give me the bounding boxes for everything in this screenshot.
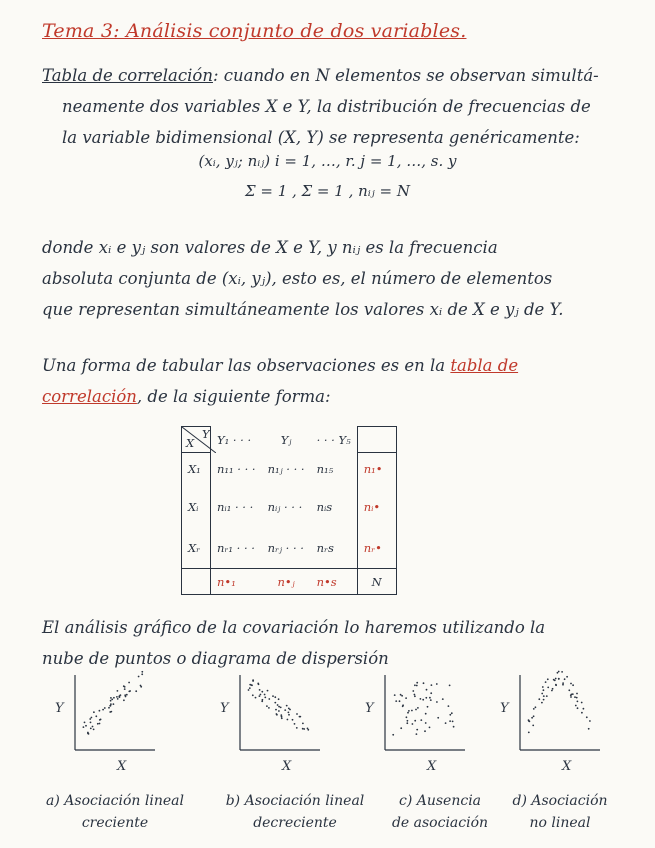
scatter-point <box>558 671 560 673</box>
scatter-point <box>406 722 408 724</box>
scatter-point <box>552 688 554 690</box>
scatter-point <box>252 680 254 682</box>
scatter-point <box>577 701 579 703</box>
scatter-point <box>581 702 583 704</box>
footer-ns: n•s <box>311 569 358 595</box>
scatter-point <box>436 683 438 685</box>
scatter-point <box>93 711 95 713</box>
cell: nᵢⱼ · · · <box>267 499 303 514</box>
scatter-point <box>411 710 413 712</box>
scatter-point <box>427 706 429 708</box>
scatter-point <box>430 699 432 701</box>
scatter-point <box>302 723 304 725</box>
scatter-point <box>280 707 282 709</box>
scatter-point <box>572 684 574 686</box>
scatter-point <box>92 726 94 728</box>
scatter-point <box>532 725 534 727</box>
cell: n₁ⱼ · · · <box>267 461 305 476</box>
scatter-point <box>577 707 579 709</box>
definition-line-1: donde xᵢ e yⱼ son valores de X e Y, y nᵢⱼ es la frecuencia <box>42 238 498 257</box>
header-ys: · · · Y₅ <box>311 427 358 453</box>
scatter-point <box>588 728 590 730</box>
scatter-point <box>99 723 101 725</box>
row-total: nᵣ• <box>357 529 396 569</box>
scatter-point <box>407 712 409 714</box>
scatter-point <box>430 692 432 694</box>
scatter-point <box>102 709 104 711</box>
footer-n1: n•₁ <box>211 569 262 595</box>
scatter-line-1: El análisis gráfico de la covariación lo haremos utilizando la <box>42 618 546 637</box>
formula-line-1: (xᵢ, yⱼ; nᵢⱼ) i = 1, …, r. j = 1, …, s. y <box>198 152 457 170</box>
scatter-point <box>581 712 583 714</box>
scatter-point <box>113 703 115 705</box>
scatter-point <box>117 698 119 700</box>
scatter-point <box>541 693 543 695</box>
scatter-line-2: nube de puntos o diagrama de dispersión <box>42 649 389 668</box>
scatter-point <box>296 713 298 715</box>
scatter-point <box>302 728 304 730</box>
scatter-point <box>303 728 305 730</box>
scatter-point <box>111 699 113 701</box>
cell: nᵣs <box>311 529 358 569</box>
intro-term: Tabla de correlación <box>42 66 213 85</box>
definition-line-3: que representan simultáneamente los valores xᵢ de X e yⱼ de Y. <box>42 300 564 319</box>
scatter-point <box>553 679 555 681</box>
x-axis-label: X <box>427 759 437 772</box>
scatter-point <box>429 727 431 729</box>
scatter-point <box>249 687 251 689</box>
scatter-point <box>533 715 535 717</box>
scatter-point <box>275 709 277 711</box>
scatter-point <box>407 720 409 722</box>
scatter-point <box>570 696 572 698</box>
scatter-point <box>141 673 143 675</box>
scatter-point <box>449 720 451 722</box>
y-axis-label: Y <box>365 701 374 716</box>
corner-x-label: X <box>186 436 195 450</box>
row-total: nᵢ• <box>357 485 396 529</box>
scatter-point <box>110 700 112 702</box>
scatter-point <box>299 716 301 718</box>
scatter-point <box>91 717 93 719</box>
table-header-row <box>182 427 397 453</box>
scatter-point <box>117 690 119 692</box>
scatter-point <box>264 694 266 696</box>
scatter-point <box>255 697 257 699</box>
scatter-point <box>449 714 451 716</box>
footer-nj: n•ⱼ <box>262 569 311 595</box>
scatter-point <box>420 698 422 700</box>
scatter-point <box>84 722 86 724</box>
intro-line-2: neamente dos variables X e Y, la distribución de frecuencias de <box>62 97 591 116</box>
cell: nᵢ₁ · · · <box>211 485 262 529</box>
scatter-point <box>248 689 250 691</box>
scatter-point <box>547 687 549 689</box>
cell: nᵢs <box>311 485 358 529</box>
intro-line-3: la variable bidimensional (X, Y) se representa genéricamente: <box>62 128 580 147</box>
scatter-point <box>406 716 408 718</box>
scatter-point <box>89 718 91 720</box>
x-axis-label: X <box>117 759 127 772</box>
correlation-table <box>181 426 397 595</box>
scatter-point <box>436 701 438 703</box>
scatter-point <box>416 682 418 684</box>
scatter-point <box>528 720 530 722</box>
scatter-point <box>453 726 455 728</box>
scatter-point <box>289 709 291 711</box>
definition-paragraph <box>42 232 612 325</box>
scatter-point <box>547 678 549 680</box>
scatter-point <box>561 671 563 673</box>
grand-total: N <box>357 569 396 595</box>
scatter-plots <box>0 660 655 772</box>
scatter-point <box>268 707 270 709</box>
scatter-point <box>276 714 278 716</box>
cell: n₁₁ · · · <box>211 453 262 485</box>
scatter-point <box>272 695 274 697</box>
table-footer-row <box>182 569 397 595</box>
scatter-point <box>278 710 280 712</box>
scatter-point <box>90 728 92 730</box>
scatter-point <box>431 684 433 686</box>
scatter-point <box>259 695 261 697</box>
scatter-point <box>449 685 451 687</box>
scatter-point <box>574 696 576 698</box>
header-yj: Yⱼ <box>280 432 292 447</box>
scatter-point <box>261 691 263 693</box>
scatter-point <box>555 678 557 680</box>
scatter-point <box>543 689 545 691</box>
x-axis-label: X <box>282 759 292 772</box>
scatter-point <box>541 702 543 704</box>
scatter-point <box>128 682 130 684</box>
scatter-point <box>294 723 296 725</box>
caption-a: a) Asociación lineal creciente <box>46 793 184 831</box>
scatter-point <box>113 697 115 699</box>
scatter-point <box>278 698 280 700</box>
intro-paragraph <box>42 60 612 153</box>
scatter-point <box>292 719 294 721</box>
scatter-point <box>575 705 577 707</box>
y-axis-label: Y <box>220 701 229 716</box>
scatter-point <box>528 732 530 734</box>
scatter-point <box>281 716 283 718</box>
scatter-point <box>412 723 414 725</box>
footer-empty <box>182 569 211 595</box>
corner-y-label: Y <box>202 427 210 441</box>
formula-line-2: Σ = 1 , Σ = 1 , nᵢⱼ = N <box>245 182 410 200</box>
scatter-point <box>400 694 402 696</box>
scatter-point <box>99 719 101 721</box>
scatter-point <box>448 705 450 707</box>
x-axis-label: X <box>562 759 572 772</box>
table-row <box>182 453 397 485</box>
correlation-term: correlación <box>42 387 137 406</box>
scatter-point <box>264 697 266 699</box>
scatter-point <box>542 686 544 688</box>
scatter-point <box>576 697 578 699</box>
scatter-point <box>405 697 407 699</box>
row-label: Xᵢ <box>182 485 211 529</box>
scatter-point <box>425 722 427 724</box>
row-total: n₁• <box>357 453 396 485</box>
plot-linear-decreasing <box>220 675 320 772</box>
scatter-point <box>422 699 424 701</box>
scatter-point <box>558 678 560 680</box>
plot-linear-increasing <box>55 671 155 772</box>
scatter-point <box>570 683 572 685</box>
scatter-point <box>589 720 591 722</box>
table-term-link: tabla de <box>450 356 519 375</box>
scatter-point <box>415 709 417 711</box>
scatter-point <box>83 726 85 728</box>
header-y1: Y₁ · · · <box>211 427 262 453</box>
scatter-point <box>551 690 553 692</box>
scatter-point <box>402 705 404 707</box>
scatter-point <box>414 695 416 697</box>
scatter-point <box>533 708 535 710</box>
scatter-point <box>562 682 564 684</box>
scatter-point <box>88 733 90 735</box>
plot-no-association <box>365 675 465 772</box>
scatter-point <box>104 707 106 709</box>
scatter-point <box>97 723 99 725</box>
scatter-point <box>555 684 557 686</box>
scatter-point <box>307 728 309 730</box>
scatter-point <box>95 715 97 717</box>
scatter-point <box>568 689 570 691</box>
scatter-point <box>417 707 419 709</box>
scatter-point <box>296 727 298 729</box>
scatter-point <box>128 691 130 693</box>
scatter-point <box>566 676 568 678</box>
intro-line-1: Tabla de correlación: cuando en N elementos se observan simultá- <box>42 66 599 85</box>
scatter-point <box>425 713 427 715</box>
scatter-point <box>287 719 289 721</box>
scatter-point <box>110 711 112 713</box>
scatter-point <box>266 705 268 707</box>
tabulation-line-1: Una forma de tabular las observaciones es en la tabla de <box>42 356 519 375</box>
scatter-point <box>85 725 87 727</box>
scatter-point <box>425 697 427 699</box>
scatter-point <box>420 719 422 721</box>
scatter-point <box>576 693 578 695</box>
scatter-point <box>93 729 95 731</box>
scatter-point <box>572 693 574 695</box>
table-corner-cell <box>182 427 211 453</box>
scatter-point <box>564 678 566 680</box>
scatter-point <box>400 727 402 729</box>
scatter-point <box>535 706 537 708</box>
scatter-point <box>116 696 118 698</box>
scatter-point <box>109 705 111 707</box>
scatter-point <box>451 712 453 714</box>
scatter-point <box>110 697 112 699</box>
scatter-point <box>543 695 545 697</box>
scatter-point <box>408 710 410 712</box>
caption-d: d) Asociación no lineal <box>512 793 608 831</box>
y-axis-label: Y <box>55 701 64 716</box>
scatter-point <box>288 712 290 714</box>
scatter-point <box>259 689 261 691</box>
scatter-point <box>110 703 112 705</box>
scatter-point <box>538 698 540 700</box>
scatter-point <box>583 708 585 710</box>
scatter-point <box>414 694 416 696</box>
scatter-point <box>288 714 290 716</box>
scatter-point <box>281 717 283 719</box>
scatter-point <box>119 696 121 698</box>
scatter-point <box>126 694 128 696</box>
scatter-point <box>260 694 262 696</box>
scatter-point <box>262 699 264 701</box>
scatter-point <box>284 709 286 711</box>
scatter-point <box>424 730 426 732</box>
scatter-point <box>545 681 547 683</box>
scatter-point <box>423 682 425 684</box>
table-row <box>182 529 397 569</box>
scatter-point <box>249 684 251 686</box>
caption-b: b) Asociación lineal decreciente <box>225 793 365 831</box>
scatter-point <box>135 690 137 692</box>
definition-line-2: absoluta conjunta de (xᵢ, yⱼ), esto es, el número de elementos <box>42 269 553 288</box>
scatter-point <box>124 686 126 688</box>
scatter-point <box>414 684 416 686</box>
scatter-point <box>416 685 418 687</box>
scatter-point <box>546 695 548 697</box>
scatter-point <box>120 694 122 696</box>
scatter-point <box>392 734 394 736</box>
scatter-point <box>416 729 418 731</box>
scatter-point <box>124 688 126 690</box>
scatter-point <box>452 721 454 723</box>
scatter-point <box>286 705 288 707</box>
page-title: Tema 3: Análisis conjunto de dos variables. <box>42 20 467 42</box>
scatter-point <box>277 704 279 706</box>
table-row <box>182 485 397 529</box>
cell: nᵣⱼ · · · <box>267 541 304 556</box>
scatter-point <box>416 733 418 735</box>
header-total-empty <box>357 427 396 453</box>
scatter-point <box>570 694 572 696</box>
scatter-point <box>267 690 269 692</box>
row-label: X₁ <box>182 453 211 485</box>
scatter-point <box>442 698 444 700</box>
row-label: Xᵣ <box>182 529 211 569</box>
scatter-point <box>395 700 397 702</box>
scatter-point <box>445 722 447 724</box>
scatter-point <box>426 689 428 691</box>
caption-c: c) Ausencia de asociación <box>391 793 489 831</box>
scatter-point <box>394 694 396 696</box>
scatter-point <box>278 706 280 708</box>
scatter-point <box>252 694 254 696</box>
scatter-point <box>437 717 439 719</box>
scatter-point <box>557 672 559 674</box>
tabulation-line-2: correlación, de la siguiente forma: <box>42 387 331 406</box>
scatter-point <box>90 722 92 724</box>
scatter-point <box>257 683 259 685</box>
scatter-point <box>99 710 101 712</box>
scatter-point <box>125 696 127 698</box>
scatter-point <box>274 696 276 698</box>
scatter-point <box>586 716 588 718</box>
plot-nonlinear <box>500 671 600 772</box>
scatter-point <box>123 699 125 701</box>
scatter-point <box>531 717 533 719</box>
scatter-point <box>108 707 110 709</box>
scatter-point <box>268 698 270 700</box>
scatter-point <box>543 699 545 701</box>
cell: n₁₅ <box>311 453 358 485</box>
scatter-point <box>141 671 143 673</box>
scatter-point <box>401 695 403 697</box>
y-axis-label: Y <box>500 701 509 716</box>
cell: nᵣ₁ · · · <box>211 529 262 569</box>
tabulation-paragraph <box>42 350 612 412</box>
scatter-point <box>274 702 276 704</box>
scatter-point <box>140 685 142 687</box>
scatter-point <box>138 676 140 678</box>
scatter-point <box>429 697 431 699</box>
scatter-point <box>562 684 564 686</box>
scatter-point <box>399 700 401 702</box>
scatter-point <box>414 720 416 722</box>
scatter-point <box>412 690 414 692</box>
